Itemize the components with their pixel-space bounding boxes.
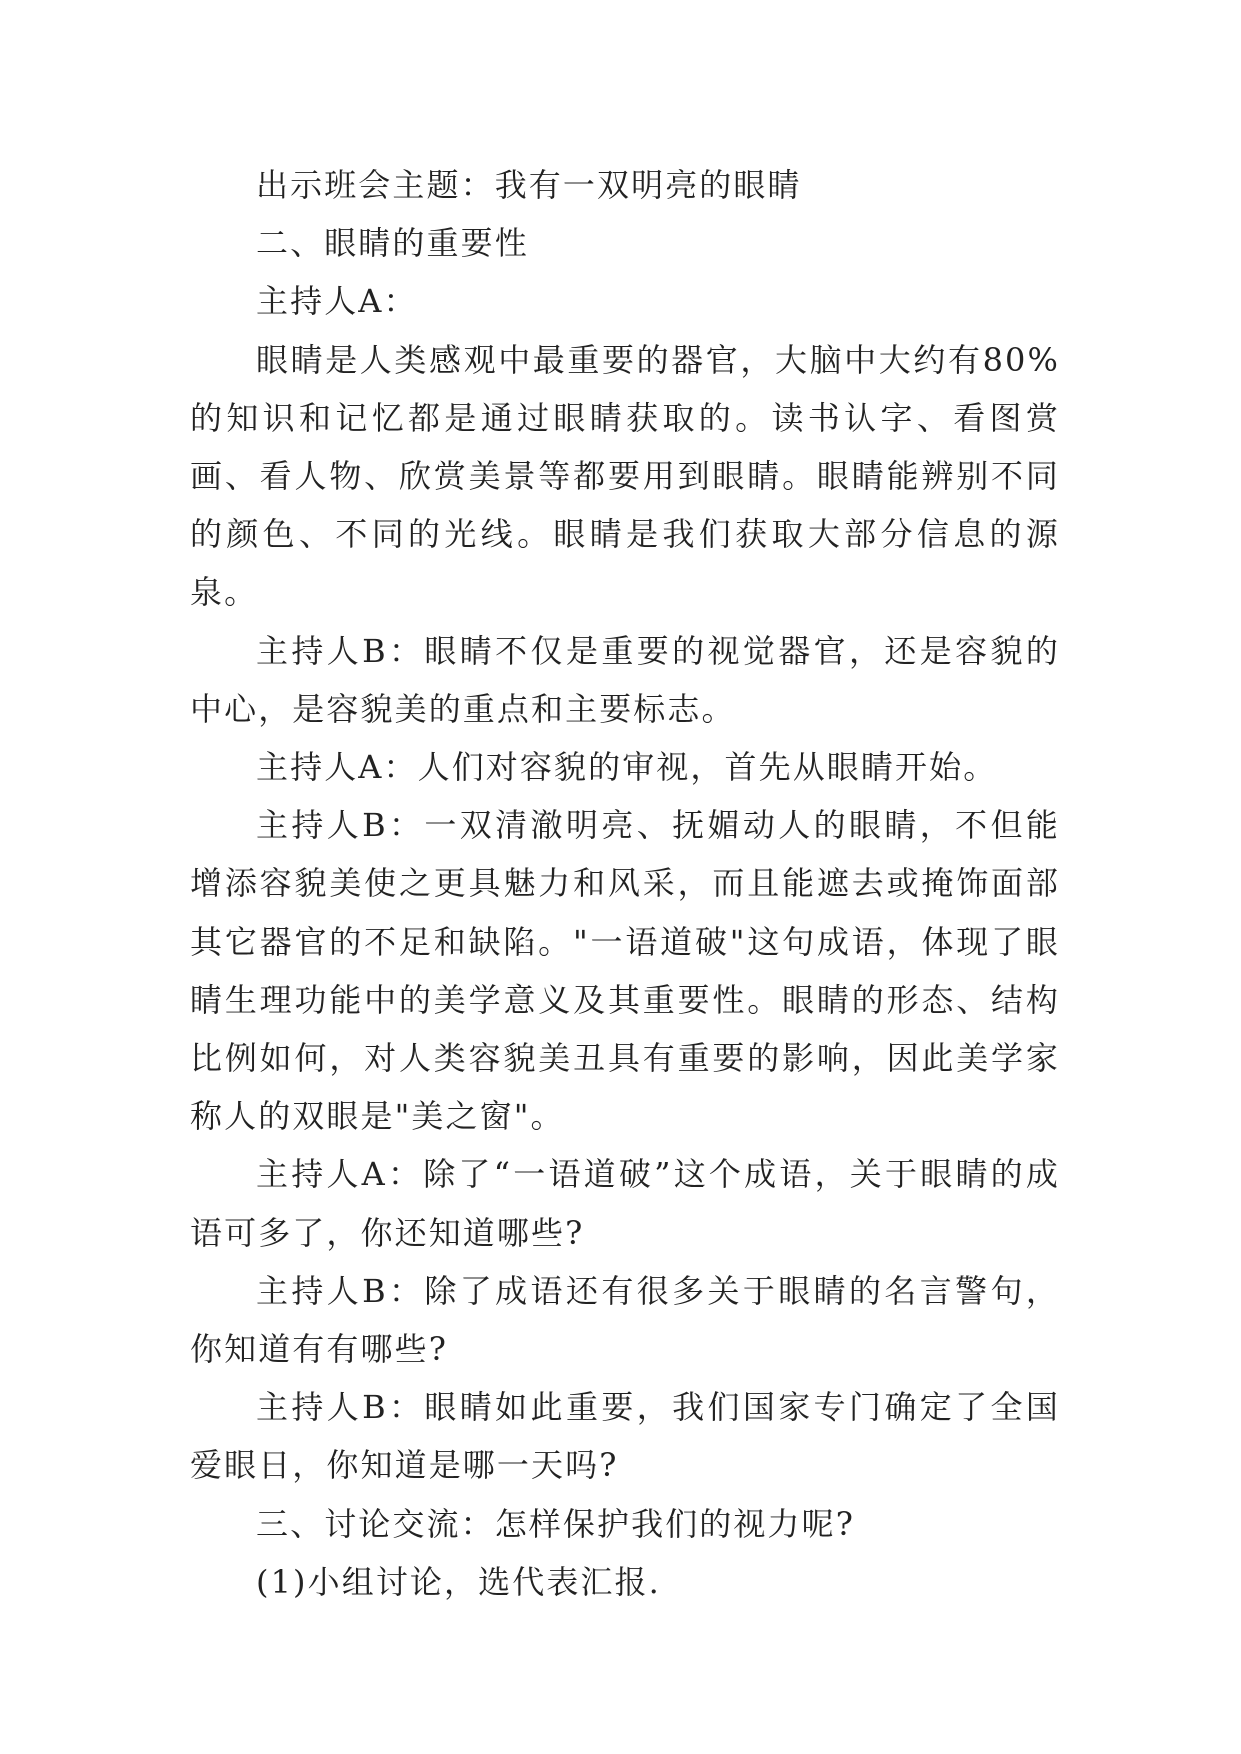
paragraph-eye-organ: 眼睛是人类感观中最重要的器官，大脑中大约有80%的知识和记忆都是通过眼睛获取的。读书认字、看图赏画、看人物、欣赏美景等都要用到眼睛。眼睛能辨别不同的颜色、不同的光线。眼睛是我们获取大部分信息的源泉。	[190, 340, 1060, 612]
paragraph-host-a-appearance: 主持人A：人们对容貌的审视，首先从眼睛开始。	[256, 748, 998, 787]
paragraph-group-discussion: (1)小组讨论，选代表汇报.	[256, 1562, 661, 1601]
section-heading-discussion: 三、讨论交流：怎样保护我们的视力呢?	[256, 1504, 855, 1543]
paragraph-host-b-visual: 主持人B：眼睛不仅是重要的视觉器官，还是容貌的中心，是容貌美的重点和主要标志。	[190, 631, 1060, 728]
paragraph-host-b-beauty: 主持人B：一双清澈明亮、抚媚动人的眼睛，不但能增添容貌美使之更具魅力和风采，而且能遮去或掩饰面部其它器官的不足和缺陷。"一语道破"这句成语，体现了眼睛生理功能中的美学意义及其重要性。眼睛的形态、结构比例如何，对人类容貌美丑具有重要的影响，因此美学家称人的双眼是"美之窗"。	[190, 806, 1060, 1136]
paragraph-host-a-label: 主持人A：	[256, 282, 418, 321]
paragraph-theme: 出示班会主题：我有一双明亮的眼睛	[256, 166, 802, 204]
paragraph-host-a-idioms: 主持人A：除了“一语道破”这个成语，关于眼睛的成语可多了，你还知道哪些?	[190, 1155, 1060, 1252]
paragraph-host-b-quotes: 主持人B：除了成语还有很多关于眼睛的名言警句，你知道有有哪些?	[190, 1271, 1060, 1369]
paragraph-host-b-eye-day: 主持人B：眼睛如此重要，我们国家专门确定了全国爱眼日，你知道是哪一天吗?	[190, 1388, 1060, 1485]
section-heading-importance: 二、眼睛的重要性	[256, 224, 529, 263]
document-body	[190, 156, 1060, 1611]
